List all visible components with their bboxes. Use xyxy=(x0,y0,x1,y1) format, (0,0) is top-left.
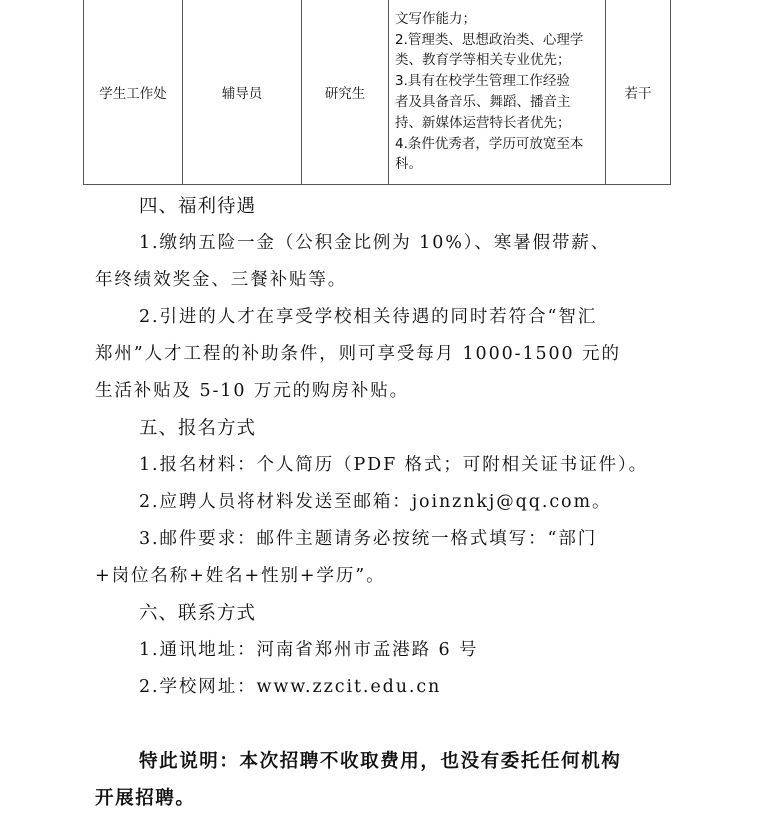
paragraph xyxy=(95,632,665,669)
document-body xyxy=(95,188,665,817)
notice-line: 开展招聘。 xyxy=(95,788,196,809)
paragraph-line: 1.缴纳五险一金（公积金比例为 10%）、寒暑假带薪、 xyxy=(139,233,611,253)
requirements-line: 4.条件优秀者，学历可放宽至本 xyxy=(395,135,584,152)
position-cell: 辅导员 xyxy=(183,0,302,185)
special-notice xyxy=(95,743,665,817)
paragraph xyxy=(95,225,665,299)
paragraph-line: 1.报名材料：个人简历（PDF 格式；可附相关证书证件）。 xyxy=(139,455,649,475)
requirements-line: 持、新媒体运营特长者优先； xyxy=(395,114,571,131)
count-cell: 若干 xyxy=(606,0,671,185)
paragraph xyxy=(95,521,665,595)
section-heading: 四、福利待遇 xyxy=(139,196,257,217)
education-cell: 研究生 xyxy=(302,0,389,185)
paragraph-line: 2.应聘人员将材料发送至邮箱：joinznkj@qq.com。 xyxy=(139,492,612,512)
paragraph xyxy=(95,299,665,410)
paragraph xyxy=(95,669,665,706)
requirements-line: 科。 xyxy=(395,156,422,173)
section-heading: 六、联系方式 xyxy=(139,603,257,624)
requirements-line xyxy=(395,0,601,9)
requirements-line: 2.管理类、思想政治类、心理学 xyxy=(395,31,584,48)
notice-line: 特此说明：本次招聘不收取费用，也没有委托任何机构 xyxy=(139,751,622,772)
department-cell: 学生工作处 xyxy=(84,0,183,185)
paragraph-line: 郑州”人才工程的补助条件，则可享受每月 1000-1500 元的 xyxy=(95,344,621,364)
requirements-line: 文写作能力； xyxy=(395,10,476,27)
requirements-line: 者及具备音乐、舞蹈、播音主 xyxy=(395,94,571,110)
section-heading: 五、报名方式 xyxy=(139,418,257,439)
requirements-line: 3.具有在校学生管理工作经验 xyxy=(395,73,570,90)
recruitment-table xyxy=(83,0,671,185)
paragraph-line: 2.引进的人才在享受学校相关待遇的同时若符合“智汇 xyxy=(139,307,598,327)
paragraph xyxy=(95,447,665,484)
paragraph-line: 2.学校网址：www.zzcit.edu.cn xyxy=(139,677,442,697)
table-row xyxy=(84,0,671,185)
requirements-text xyxy=(395,0,601,175)
requirements-line: 类、教育学等相关专业优先； xyxy=(395,52,571,69)
paragraph-line: 年终绩效奖金、三餐补贴等。 xyxy=(95,270,348,290)
paragraph-line: +岗位名称+姓名+性别+学历”。 xyxy=(95,566,386,586)
requirements-cell xyxy=(389,0,606,185)
paragraph-line: 生活补贴及 5-10 万元的购房补贴。 xyxy=(95,381,410,401)
paragraph xyxy=(95,484,665,521)
paragraph-line: 3.邮件要求：邮件主题请务必按统一格式填写：“部门 xyxy=(139,529,598,549)
paragraph-line: 1.通讯地址：河南省郑州市孟港路 6 号 xyxy=(139,640,479,660)
